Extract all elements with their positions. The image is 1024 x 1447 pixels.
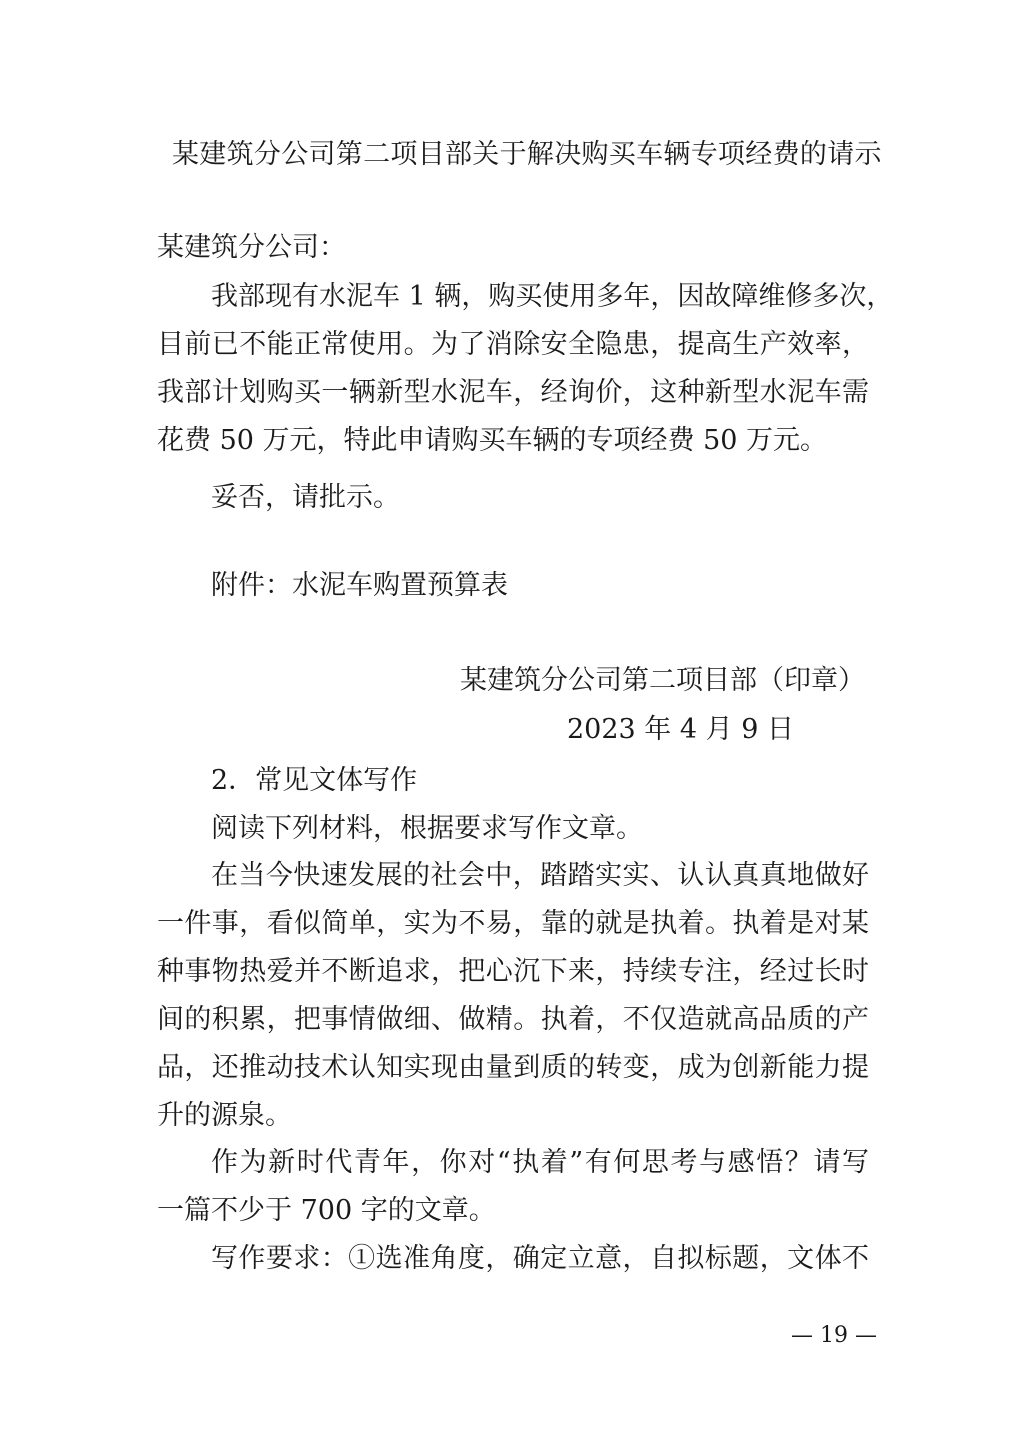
paragraph-line: 花费 50 万元，特此申请购买车辆的专项经费 50 万元。 (157, 425, 828, 456)
paragraph-line: 我部计划购买一辆新型水泥车，经询价，这种新型水泥车需 (157, 377, 869, 408)
paragraph-line: 种事物热爱并不断追求，把心沉下来，持续专注，经过长时 (157, 956, 869, 987)
paragraph-line: 我部现有水泥车 1 辆，购买使用多年，因故障维修多次， (211, 281, 894, 312)
paragraph-line: 升的源泉。 (157, 1100, 292, 1131)
paragraph-line: 品，还推动技术认知实现由量到质的转变，成为创新能力提 (157, 1052, 869, 1083)
paragraph-line: 目前已不能正常使用。为了消除安全隐患，提高生产效率， (157, 329, 869, 360)
document-title: 某建筑分公司第二项目部关于解决购买车辆专项经费的请示 (172, 139, 882, 170)
instruction-line: 阅读下列材料，根据要求写作文章。 (211, 813, 643, 844)
paragraph-line: 作为新时代青年，你对“执着”有何思考与感悟？请写 (211, 1147, 869, 1178)
paragraph-line: 间的积累，把事情做细、做精。执着，不仅造就高品质的产 (157, 1004, 869, 1035)
page-number: — 19 — (791, 1323, 877, 1348)
closing-line: 妥否，请批示。 (211, 482, 400, 513)
paragraph-line: 一篇不少于 700 字的文章。 (157, 1195, 496, 1226)
attachment-line: 附件：水泥车购置预算表 (211, 570, 508, 601)
paragraph-line: 写作要求：①选准角度，确定立意，自拟标题，文体不 (211, 1243, 869, 1274)
salutation: 某建筑分公司： (157, 232, 346, 263)
section-title: 2．常见文体写作 (211, 765, 418, 796)
paragraph-line: 在当今快速发展的社会中，踏踏实实、认认真真地做好 (211, 860, 869, 891)
signature-organization: 某建筑分公司第二项目部（印章） (460, 665, 865, 696)
signature-date: 2023 年 4 月 9 日 (567, 714, 794, 745)
paragraph-line: 一件事，看似简单，实为不易，靠的就是执着。执着是对某 (157, 908, 869, 939)
